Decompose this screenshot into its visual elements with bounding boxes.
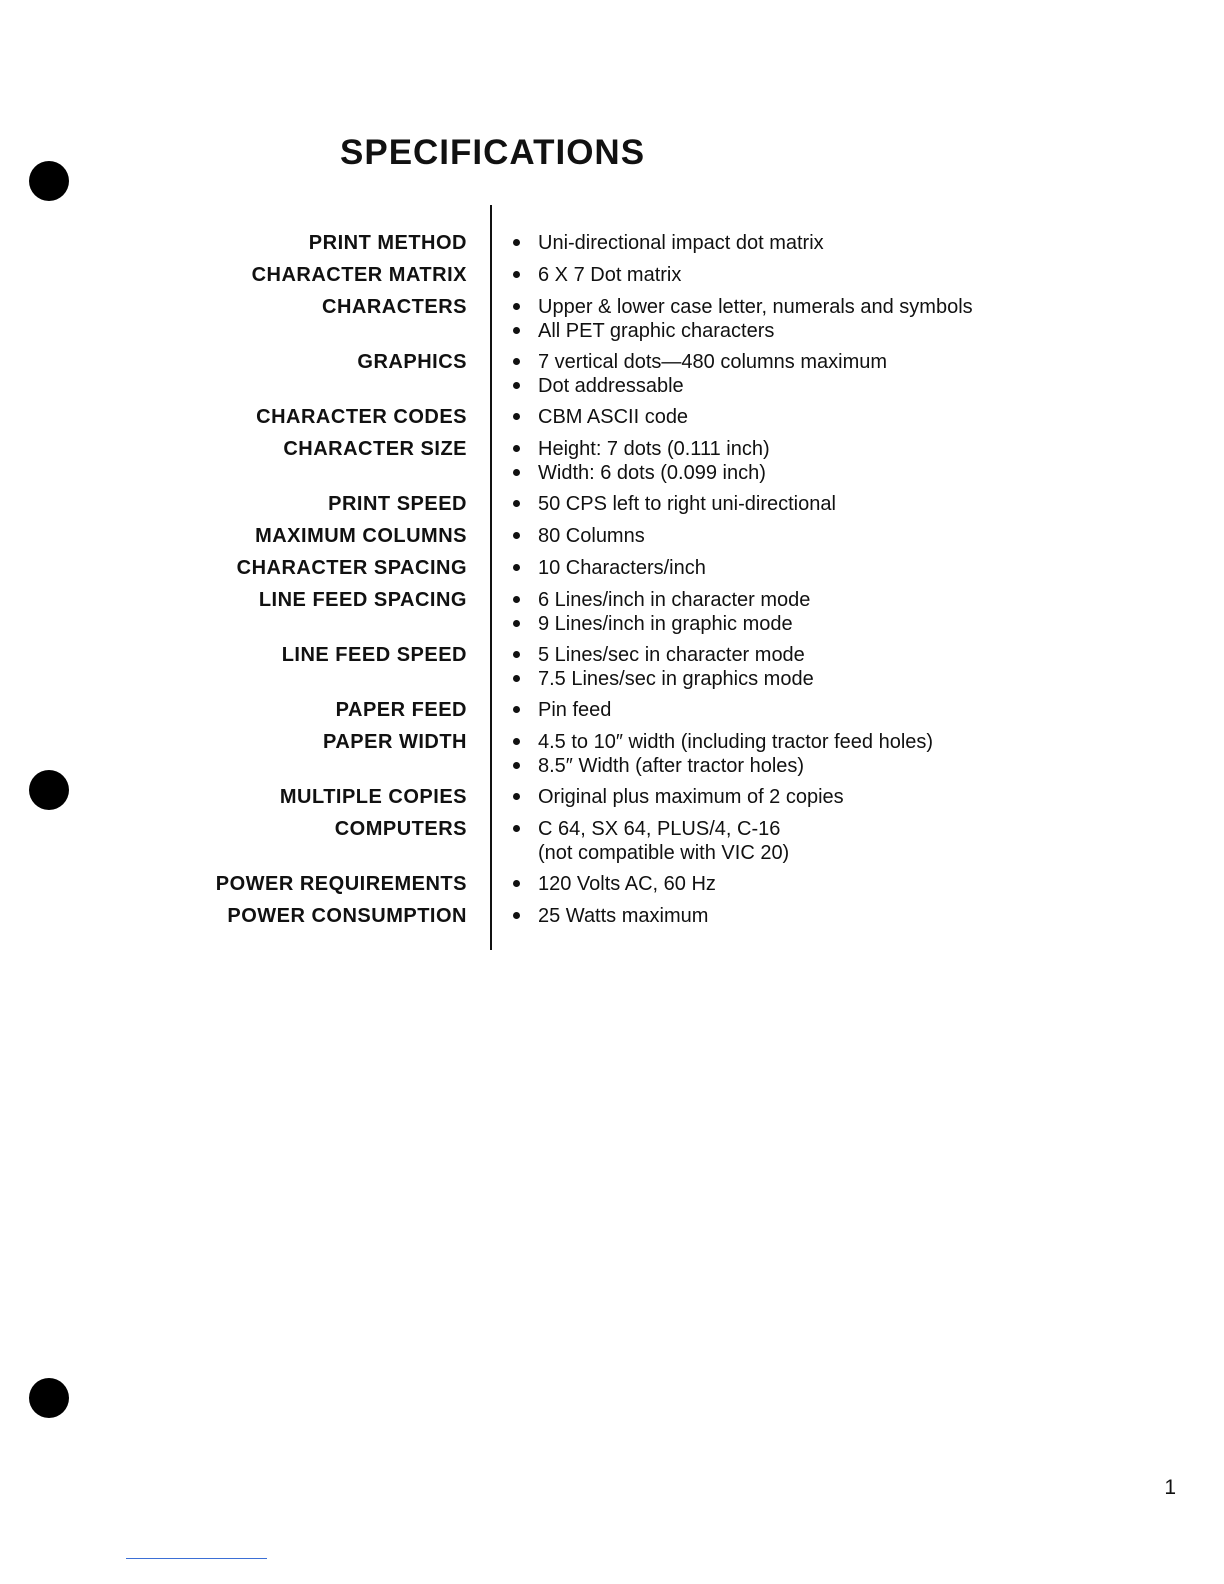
spec-value	[513, 730, 1150, 754]
bullet-icon	[513, 437, 538, 461]
spec-value	[513, 319, 1150, 343]
spec-value	[513, 374, 1150, 398]
spec-row	[150, 556, 1150, 580]
spec-values	[513, 437, 1150, 485]
bullet-icon	[513, 817, 538, 841]
bullet-icon	[513, 374, 538, 398]
spec-value-text: 7.5 Lines/sec in graphics mode	[538, 668, 814, 690]
spec-values	[513, 643, 1150, 691]
bullet-dot-icon	[513, 675, 520, 682]
bullet-icon	[513, 754, 538, 778]
bullet-icon	[513, 841, 538, 865]
spec-values	[513, 405, 1150, 429]
spec-label: PRINT METHOD	[308, 232, 467, 254]
spec-values	[513, 556, 1150, 580]
spec-row	[150, 785, 1150, 809]
bullet-icon	[513, 556, 538, 580]
spec-label: CHARACTER SIZE	[283, 438, 467, 460]
spec-row	[150, 817, 1150, 865]
spec-values	[513, 817, 1150, 865]
spec-value	[513, 350, 1150, 374]
spec-label: CHARACTER SPACING	[236, 557, 467, 579]
spec-label: POWER REQUIREMENTS	[215, 873, 467, 895]
spec-value-text: 9 Lines/inch in graphic mode	[538, 613, 793, 635]
bullet-dot-icon	[513, 825, 520, 832]
bullet-icon	[513, 319, 538, 343]
spec-values	[513, 730, 1150, 778]
bullet-dot-icon	[513, 445, 520, 452]
spec-value	[513, 785, 1150, 809]
spec-value-text: Dot addressable	[538, 375, 684, 397]
spec-value-text: 50 CPS left to right uni-directional	[538, 493, 836, 515]
spec-row	[150, 588, 1150, 636]
bullet-icon	[513, 904, 538, 928]
spec-value	[513, 841, 1150, 865]
spec-value-text: 6 X 7 Dot matrix	[538, 264, 682, 286]
spec-values	[513, 785, 1150, 809]
spec-value-text: 4.5 to 10″ width (including tractor feed holes)	[538, 731, 934, 753]
binder-hole-top	[29, 161, 69, 201]
bullet-dot-icon	[513, 738, 520, 745]
spec-value	[513, 437, 1150, 461]
binder-hole-bottom	[29, 1378, 69, 1418]
spec-value	[513, 231, 1150, 255]
spec-value	[513, 524, 1150, 548]
spec-value-text: (not compatible with VIC 20)	[538, 842, 790, 864]
bullet-dot-icon	[513, 382, 520, 389]
spec-value	[513, 295, 1150, 319]
spec-value-text: Uni-directional impact dot matrix	[538, 232, 824, 254]
bullet-dot-icon	[513, 620, 520, 627]
spec-value	[513, 817, 1150, 841]
spec-label: PRINT SPEED	[328, 493, 467, 515]
spec-value-text: 5 Lines/sec in character mode	[538, 644, 805, 666]
spec-value	[513, 643, 1150, 667]
spec-values	[513, 350, 1150, 398]
spec-values	[513, 295, 1150, 343]
spec-value-text: Width: 6 dots (0.099 inch)	[538, 462, 766, 484]
bullet-icon	[513, 785, 538, 809]
spec-row	[150, 231, 1150, 255]
bullet-icon	[513, 698, 538, 722]
bullet-dot-icon	[513, 239, 520, 246]
spec-value	[513, 556, 1150, 580]
spec-row	[150, 405, 1150, 429]
spec-value-text: All PET graphic characters	[538, 320, 775, 342]
spec-value-text: Pin feed	[538, 699, 612, 721]
spec-row	[150, 263, 1150, 287]
spec-label: CHARACTERS	[322, 296, 467, 318]
spec-row	[150, 437, 1150, 485]
bullet-dot-icon	[513, 564, 520, 571]
bullet-dot-icon	[513, 413, 520, 420]
bullet-dot-icon	[513, 651, 520, 658]
bullet-icon	[513, 492, 538, 516]
bullet-icon	[513, 588, 538, 612]
spec-values	[513, 698, 1150, 722]
spec-row	[150, 698, 1150, 722]
bullet-icon	[513, 872, 538, 896]
spec-value-text: 6 Lines/inch in character mode	[538, 589, 811, 611]
spec-value	[513, 698, 1150, 722]
spec-value	[513, 612, 1150, 636]
binder-hole-middle	[29, 770, 69, 810]
spec-value-text: Upper & lower case letter, numerals and symbols	[538, 296, 973, 318]
spec-values	[513, 492, 1150, 516]
bullet-dot-icon	[513, 912, 520, 919]
bullet-dot-icon	[513, 358, 520, 365]
bullet-dot-icon	[513, 469, 520, 476]
spec-value-text: Original plus maximum of 2 copies	[538, 786, 844, 808]
spec-value-text: 7 vertical dots—480 columns maximum	[538, 351, 888, 373]
spec-value	[513, 872, 1150, 896]
spec-value	[513, 461, 1150, 485]
spec-label: LINE FEED SPACING	[258, 589, 467, 611]
spec-value-text: 10 Characters/inch	[538, 557, 706, 579]
bullet-icon	[513, 667, 538, 691]
bullet-dot-icon	[513, 303, 520, 310]
bullet-icon	[513, 524, 538, 548]
spec-value-text: 120 Volts AC, 60 Hz	[538, 873, 716, 895]
bullet-dot-icon	[513, 706, 520, 713]
spec-value	[513, 904, 1150, 928]
spec-label: MAXIMUM COLUMNS	[255, 525, 467, 547]
spec-row	[150, 295, 1150, 343]
bullet-icon	[513, 295, 538, 319]
bullet-dot-icon	[513, 500, 520, 507]
spec-label: CHARACTER MATRIX	[251, 264, 467, 286]
spec-value	[513, 754, 1150, 778]
spec-row	[150, 492, 1150, 516]
spec-label: POWER CONSUMPTION	[227, 905, 467, 927]
spec-values	[513, 263, 1150, 287]
spec-value	[513, 588, 1150, 612]
bullet-icon	[513, 231, 538, 255]
bullet-dot-icon	[513, 532, 520, 539]
spec-row	[150, 904, 1150, 928]
spec-value-text: 25 Watts maximum	[538, 905, 709, 927]
spec-label: PAPER WIDTH	[322, 731, 467, 753]
spec-row	[150, 643, 1150, 691]
spec-values	[513, 524, 1150, 548]
bullet-dot-icon	[513, 327, 520, 334]
spec-value-text: Height: 7 dots (0.111 inch)	[538, 438, 770, 460]
spec-row	[150, 872, 1150, 896]
spec-label: LINE FEED SPEED	[281, 644, 467, 666]
spec-values	[513, 872, 1150, 896]
bullet-icon	[513, 730, 538, 754]
bullet-icon	[513, 643, 538, 667]
spec-label: COMPUTERS	[334, 818, 467, 840]
page-title: SPECIFICATIONS	[340, 133, 646, 172]
spec-row	[150, 524, 1150, 548]
spec-values	[513, 231, 1150, 255]
bullet-icon	[513, 461, 538, 485]
spec-values	[513, 904, 1150, 928]
spec-value	[513, 667, 1150, 691]
bullet-icon	[513, 405, 538, 429]
spec-label: GRAPHICS	[357, 351, 467, 373]
bullet-icon	[513, 263, 538, 287]
bullet-dot-icon	[513, 271, 520, 278]
bullet-dot-icon	[513, 596, 520, 603]
spec-values	[513, 588, 1150, 636]
spec-row	[150, 730, 1150, 778]
spec-value	[513, 405, 1150, 429]
page-number: 1	[1164, 1476, 1176, 1499]
spec-label: MULTIPLE COPIES	[279, 786, 467, 808]
spec-row	[150, 350, 1150, 398]
bullet-dot-icon	[513, 762, 520, 769]
bullet-dot-icon	[513, 793, 520, 800]
bullet-icon	[513, 612, 538, 636]
spec-value-text: CBM ASCII code	[538, 406, 689, 428]
spec-value-text: C 64, SX 64, PLUS/4, C-16	[538, 818, 781, 840]
spec-value-text: 80 Columns	[538, 525, 645, 547]
spec-label: PAPER FEED	[335, 699, 467, 721]
bullet-dot-icon	[513, 880, 520, 887]
spec-label: CHARACTER CODES	[256, 406, 467, 428]
spec-value	[513, 492, 1150, 516]
spec-value	[513, 263, 1150, 287]
specifications-table	[150, 231, 1150, 936]
footer-rule	[126, 1558, 267, 1559]
spec-value-text: 8.5″ Width (after tractor holes)	[538, 755, 805, 777]
bullet-icon	[513, 350, 538, 374]
